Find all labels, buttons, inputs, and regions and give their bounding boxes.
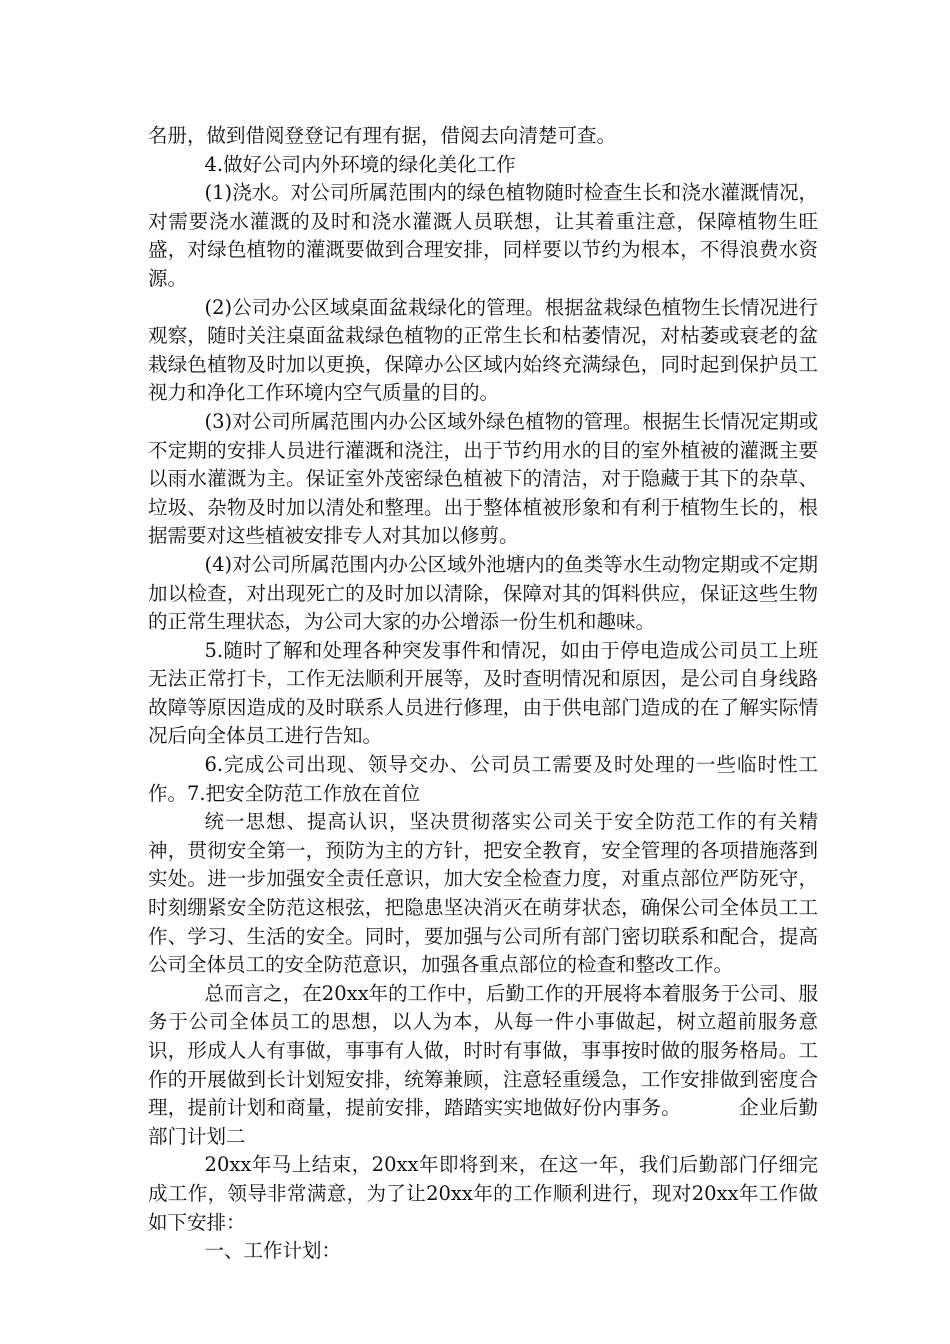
paragraph-10-body: 总而言之，在20xx年的工作中，后勤工作的开展将本着服务于公司、服务于公司全体员工的思想，以人为本，从每一件小事做起，树立超前服务意识，形成人人有事做，事事有人做，时时有事做，事事按时做的服务格局。工作的开展做到长计划短安排，统筹兼顾，注意轻重缓急，工作安排做到密度合理，提前计划和商量，提前安排，踏踏实实地做好份内事务。	[148, 981, 818, 1120]
paragraph-10	[148, 980, 818, 1152]
paragraph-6: (4)对公司所属范围内办公区域外池塘内的鱼类等水生动物定期或不定期加以检查，对出现死亡的及时加以清除，保障对其的饵料供应，保证这些生物的正常生理状态，为公司大家的办公增添一份生机和趣味。	[148, 552, 818, 634]
paragraph-7: 5.随时了解和处理各种突发事件和情况，如由于停电造成公司员工上班无法正常打卡，工作无法顺利开展等，及时查明情况和原因，是公司自身线路故障等原因造成的及时联系人员进行修理，由于供电部门造成的在了解实际情况后向全体员工进行告知。	[148, 638, 818, 748]
paragraph-5: (3)对公司所属范围内办公区域外绿色植物的管理。根据生长情况定期或不定期的安排人员进行灌溉和浇注，出于节约用水的目的室外植被的灌溉主要以雨水灌溉为主。保证室外茂密绿色植被下的清洁，对于隐藏于其下的杂草、垃圾、杂物及时加以清处和整理。出于整体植被形象和有利于植物生长的，根据需要对这些植被安排专人对其加以修剪。	[148, 409, 818, 548]
paragraph-2: 4.做好公司内外环境的绿化美化工作	[204, 152, 516, 176]
paragraph-3: (1)浇水。对公司所属范围内的绿色植物随时检查生长和浇水灌溉情况，对需要浇水灌溉的及时和浇水灌溉人员联想，让其着重注意，保障植物生旺盛，对绿色植物的灌溉要做到合理安排，同样要以节约为根本，不得浪费水资源。	[148, 181, 818, 290]
paragraph-4: (2)公司办公区域桌面盆栽绿化的管理。根据盆栽绿色植物生长情况进行观察，随时关注桌面盆栽绿色植物的正常生长和枯萎情况，对枯萎或衰老的盆栽绿色植物及时加以更换，保障办公区域内始终充满绿色，同时起到保护员工视力和净化工作环境内空气质量的目的。	[148, 295, 818, 405]
paragraph-1: 名册，做到借阅登登记有理有据，借阅去向清楚可查。	[148, 124, 617, 147]
paragraph-9: 统一思想、提高认识，坚决贯彻落实公司关于安全防范工作的有关精神，贯彻安全第一，预防为主的方针，把安全教育，安全管理的各项措施落到实处。进一步加强安全责任意识，加大安全检查力度，对重点部位严防死守，时刻绷紧安全防范这根弦，把隐患坚决消灭在萌芽状态，确保公司全体员工工作、学习、生活的安全。同时，要加强与公司所有部门密切联系和配合，提高公司全体员工的安全防范意识，加强各重点部位的检查和整改工作。	[148, 810, 818, 977]
paragraph-8: 6.完成公司出现、领导交办、公司员工需要及时处理的一些临时性工作。7.把安全防范工作放在首位	[148, 753, 818, 805]
document-page	[148, 122, 818, 1266]
paragraph-12: 一、工作计划：	[204, 1239, 342, 1263]
section-heading-plan-two: 企业后勤部门计划二	[148, 1096, 818, 1148]
paragraph-11: 20xx年马上结束，20xx年即将到来，在这一年，我们后勤部门仔细完成工作，领导非常满意，为了让20xx年的工作顺利进行，现对20xx年工作做如下安排：	[148, 1153, 818, 1234]
